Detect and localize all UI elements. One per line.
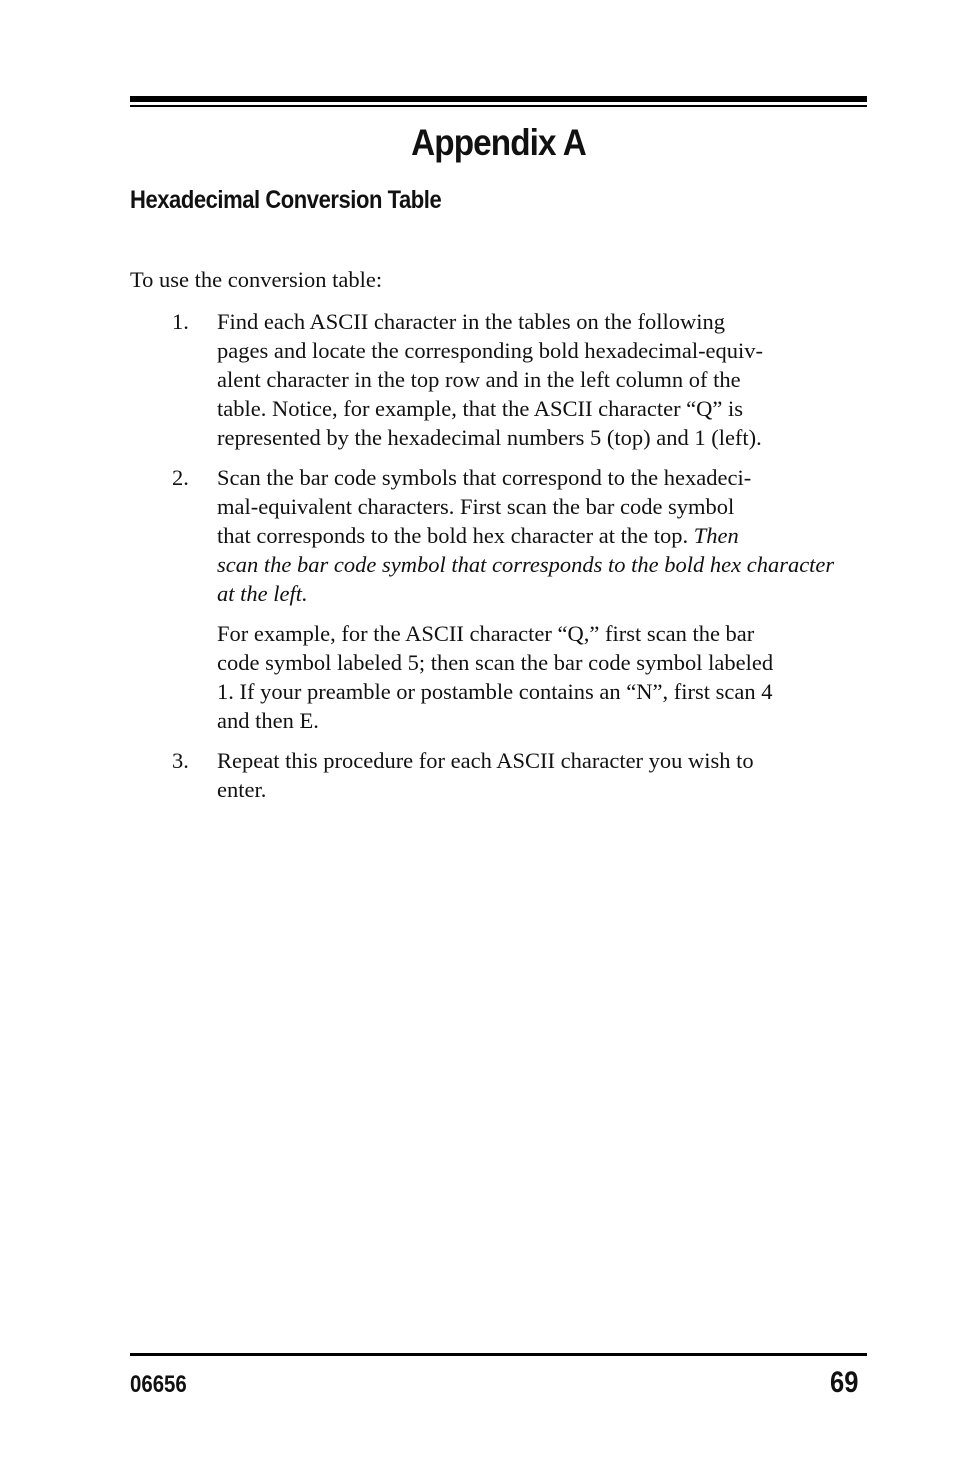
text-line: Repeat this procedure for each ASCII character you wish to <box>217 748 754 773</box>
text-line: enter. <box>217 777 267 802</box>
step-2 <box>172 463 867 735</box>
top-rule <box>130 96 867 102</box>
step-number: 1. <box>172 309 189 334</box>
text-line: alent character in the top row and in the left column of the <box>217 367 741 392</box>
step-number: 3. <box>172 748 189 773</box>
text-line: For example, for the ASCII character “Q,” first scan the bar <box>217 621 755 646</box>
text-line: represented by the hexadecimal numbers 5 (top) and 1 (left). <box>217 425 762 450</box>
page-number: 69 <box>829 1366 858 1399</box>
step-number: 2. <box>172 465 189 490</box>
step-1 <box>172 307 867 452</box>
text-line: 1. If your preamble or postamble contains an “N”, first scan 4 <box>217 679 773 704</box>
text-line: Scan the bar code symbols that correspond to the hexadeci- <box>217 465 752 490</box>
text-line: Find each ASCII character in the tables on the following <box>217 309 725 334</box>
footer-rule <box>130 1353 867 1356</box>
step-3 <box>172 746 867 804</box>
document-number: 06656 <box>130 1371 187 1398</box>
step-paragraph <box>217 619 867 735</box>
section-heading: Hexadecimal Conversion Table <box>130 186 442 214</box>
emphasis-line: at the left. <box>217 581 308 606</box>
text-line: mal-equivalent characters. First scan the bar code symbol <box>217 494 735 519</box>
text-line: code symbol labeled 5; then scan the bar code symbol labeled <box>217 650 774 675</box>
steps-list <box>172 307 867 815</box>
text-line: table. Notice, for example, that the ASCII character “Q” is <box>217 396 744 421</box>
top-rule-secondary <box>130 105 867 107</box>
step-paragraph <box>217 746 867 804</box>
text-line <box>217 521 867 550</box>
emphasis-line: scan the bar code symbol that corresponds to the bold hex character <box>217 552 835 577</box>
step-paragraph <box>217 463 867 608</box>
text-segment: that corresponds to the bold hex character at the top. <box>217 523 694 548</box>
text-line: pages and locate the corresponding bold hexadecimal-equiv- <box>217 338 764 363</box>
emphasis-text: Then <box>693 523 739 548</box>
intro-text: To use the conversion table: <box>130 267 383 292</box>
chapter-title: Appendix A <box>411 122 586 163</box>
step-paragraph <box>217 307 867 452</box>
text-line: and then E. <box>217 708 319 733</box>
